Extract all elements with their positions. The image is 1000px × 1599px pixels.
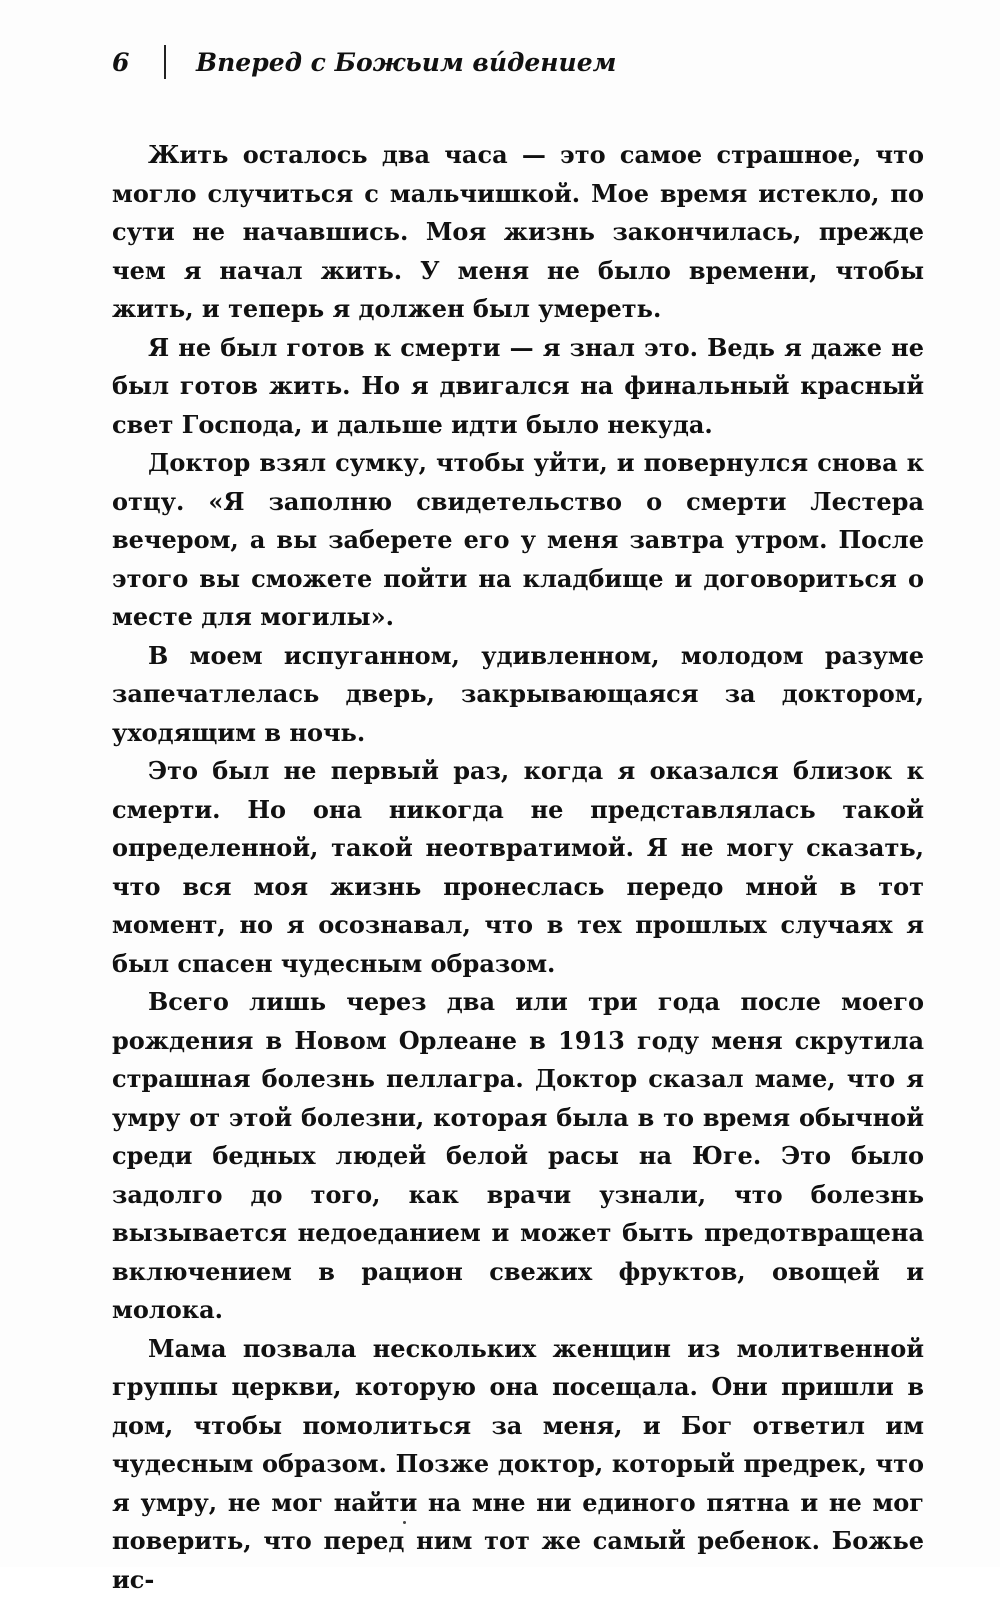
body-text bbox=[112, 136, 924, 1599]
paragraph: Это был не первый раз, когда я оказался близок к смерти. Но она никогда не представлялась такой определенной, такой неотвратимой. Я не могу сказать, что вся моя жизнь пронеслась передо мной в тот момент, но я осознавал, что в тех прошлых случаях я был спасен чудесным образом. bbox=[112, 752, 924, 983]
running-head bbox=[112, 42, 616, 82]
header-divider bbox=[164, 45, 166, 79]
paragraph: В моем испуганном, удивленном, молодом разуме запечатлелась дверь, закрывающаяся за доктором, уходящим в ночь. bbox=[112, 637, 924, 753]
print-speck bbox=[403, 1521, 406, 1524]
paragraph: Жить осталось два часа — это самое страшное, что могло случиться с мальчишкой. Мое время истекло, по сути не начавшись. Моя жизнь закончилась, прежде чем я начал жить. У меня не было времени, чтобы жить, и теперь я должен был умереть. bbox=[112, 136, 924, 329]
paragraph: Всего лишь через два или три года после моего рождения в Новом Орлеане в 1913 году меня скрутила страшная болезнь пеллагра. Доктор сказал маме, что я умру от этой болезни, которая была в то время обычной среди бедных людей белой расы на Юге. Это было задолго до того, как врачи узнали, что болезнь вызывается недоеданием и может быть предотвращена включением в рацион свежих фруктов, овощей и молока. bbox=[112, 983, 924, 1330]
paragraph: Доктор взял сумку, чтобы уйти, и повернулся снова к отцу. «Я заполню свидетельство о смерти Лестера вечером, а вы заберете его у меня завтра утром. После этого вы сможете пойти на кладбище и договориться о месте для могилы». bbox=[112, 444, 924, 637]
running-title: Вперед с Божьим ви́дением bbox=[196, 48, 616, 77]
page-number: 6 bbox=[112, 48, 138, 77]
paragraph: Я не был готов к смерти — я знал это. Ведь я даже не был готов жить. Но я двигался на финальный красный свет Господа, и дальше идти было некуда. bbox=[112, 329, 924, 445]
paragraph: Мама позвала нескольких женщин из молитвенной группы церкви, которую она посещала. Они пришли в дом, чтобы помолиться за меня, и Бог ответил им чудесным образом. Позже доктор, который предрек, что я умру, не мог найти на мне ни единого пятна и не мог поверить, что перед ним тот же самый ребенок. Божье ис- bbox=[112, 1330, 924, 1599]
